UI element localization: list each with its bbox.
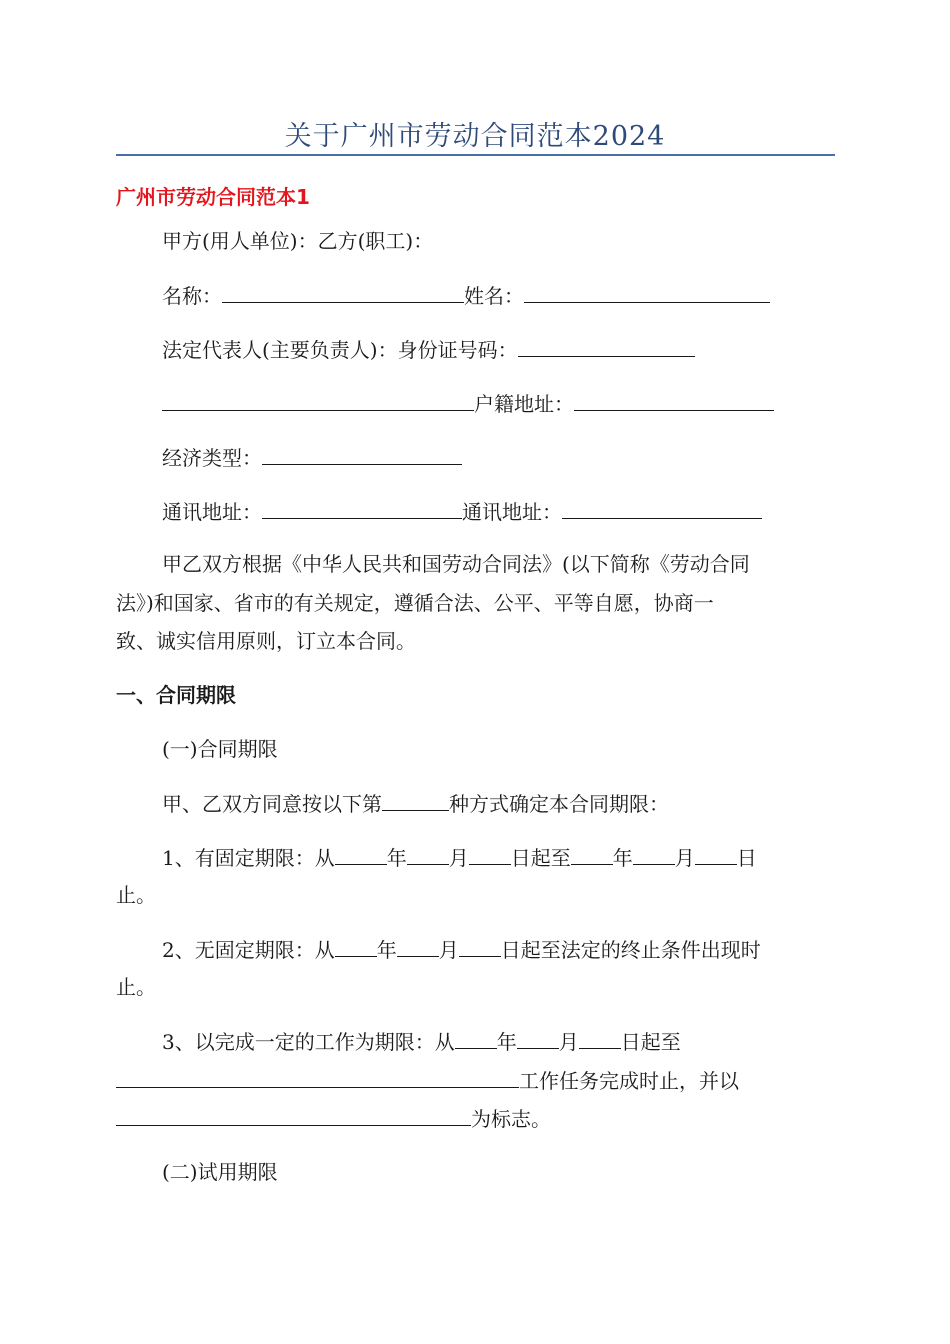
text-span: 月 [674, 846, 695, 870]
mail-blank-a [262, 492, 462, 519]
text-span: 月 [558, 1030, 579, 1054]
household-blank [574, 384, 774, 411]
page-title: 关于广州市劳动合同范本2024 [284, 121, 666, 152]
text-span: 3、以完成一定的工作为期限：从 [162, 1030, 455, 1054]
text-span: 法定代表人(主要负责人)：身份证号码： [162, 338, 518, 362]
econ-type-blank [262, 438, 462, 465]
name-line [162, 276, 770, 315]
text-span: 工作任务完成时止，并以 [519, 1069, 739, 1093]
subheading-term: (一)合同期限 [162, 737, 278, 761]
mail-line [162, 492, 762, 531]
text-span: 年 [612, 846, 633, 870]
mark-blank [116, 1099, 471, 1126]
party-line [162, 222, 433, 260]
fixed-term-end: 止。 [116, 883, 156, 907]
fill-blank [695, 838, 737, 865]
text-span: 户籍地址： [474, 392, 574, 416]
text-span: 月 [448, 846, 469, 870]
text-span: 名称： [162, 284, 222, 308]
fill-blank [579, 1022, 621, 1049]
mail-blank-b [562, 492, 762, 519]
title-divider [116, 154, 835, 156]
id-number-blank [518, 330, 695, 357]
task-blank [116, 1061, 519, 1088]
legal-rep-blank [162, 384, 474, 411]
method-blank [382, 784, 449, 811]
open-term-line [162, 930, 761, 969]
text-span: 年 [496, 1030, 517, 1054]
task-term-line-3 [116, 1099, 551, 1138]
text-span: 甲方(用人单位)：乙方(职工)： [162, 229, 434, 253]
company-name-blank [222, 276, 464, 303]
text-span: 年 [386, 846, 407, 870]
fill-blank [335, 838, 387, 865]
fill-blank [397, 930, 439, 957]
fill-blank [517, 1022, 559, 1049]
subheading-probation: (二)试用期限 [162, 1160, 278, 1184]
fill-blank [459, 930, 501, 957]
method-line [162, 784, 669, 823]
text-span: 日起至 [620, 1030, 681, 1054]
text-span: 日起至法定的终止条件出现时 [500, 938, 761, 962]
heading-contract-term: 一、合同期限 [116, 683, 236, 707]
section-heading: 广州市劳动合同范本1 [116, 185, 310, 209]
fixed-term-line [162, 838, 757, 877]
text-span: 2、无固定期限：从 [162, 938, 335, 962]
fill-blank [407, 838, 449, 865]
person-name-blank [524, 276, 770, 303]
text-span: 1、有固定期限：从 [162, 846, 335, 870]
legal-rep-line [162, 330, 695, 369]
text-span: 年 [376, 938, 397, 962]
intro-line-3: 致、诚实信用原则，订立本合同。 [116, 629, 416, 653]
fill-blank [571, 838, 613, 865]
text-span: 经济类型： [162, 446, 262, 470]
intro-line-1: 甲乙双方根据《中华人民共和国劳动合同法》(以下简称《劳动合同 [162, 552, 750, 576]
fill-blank [335, 930, 377, 957]
text-span: 日 [736, 846, 757, 870]
intro-line-2: 法》)和国家、省市的有关规定，遵循合法、公平、平等自愿，协商一 [116, 591, 714, 615]
text-span: 姓名： [464, 284, 524, 308]
fill-blank [469, 838, 511, 865]
text-span: 为标志。 [471, 1107, 551, 1131]
text-span: 月 [438, 938, 459, 962]
text-span: 日起至 [510, 846, 571, 870]
household-line [162, 384, 774, 423]
econ-type-line [162, 438, 462, 477]
fill-blank [633, 838, 675, 865]
text-span: 通讯地址： [162, 500, 262, 524]
text-span: 通讯地址： [462, 500, 562, 524]
text-span: 甲、乙双方同意按以下第 [162, 792, 382, 816]
text-span: 种方式确定本合同期限： [449, 792, 669, 816]
task-term-line-2 [116, 1061, 739, 1100]
open-term-end: 止。 [116, 975, 156, 999]
fill-blank [455, 1022, 497, 1049]
task-term-line [162, 1022, 681, 1061]
